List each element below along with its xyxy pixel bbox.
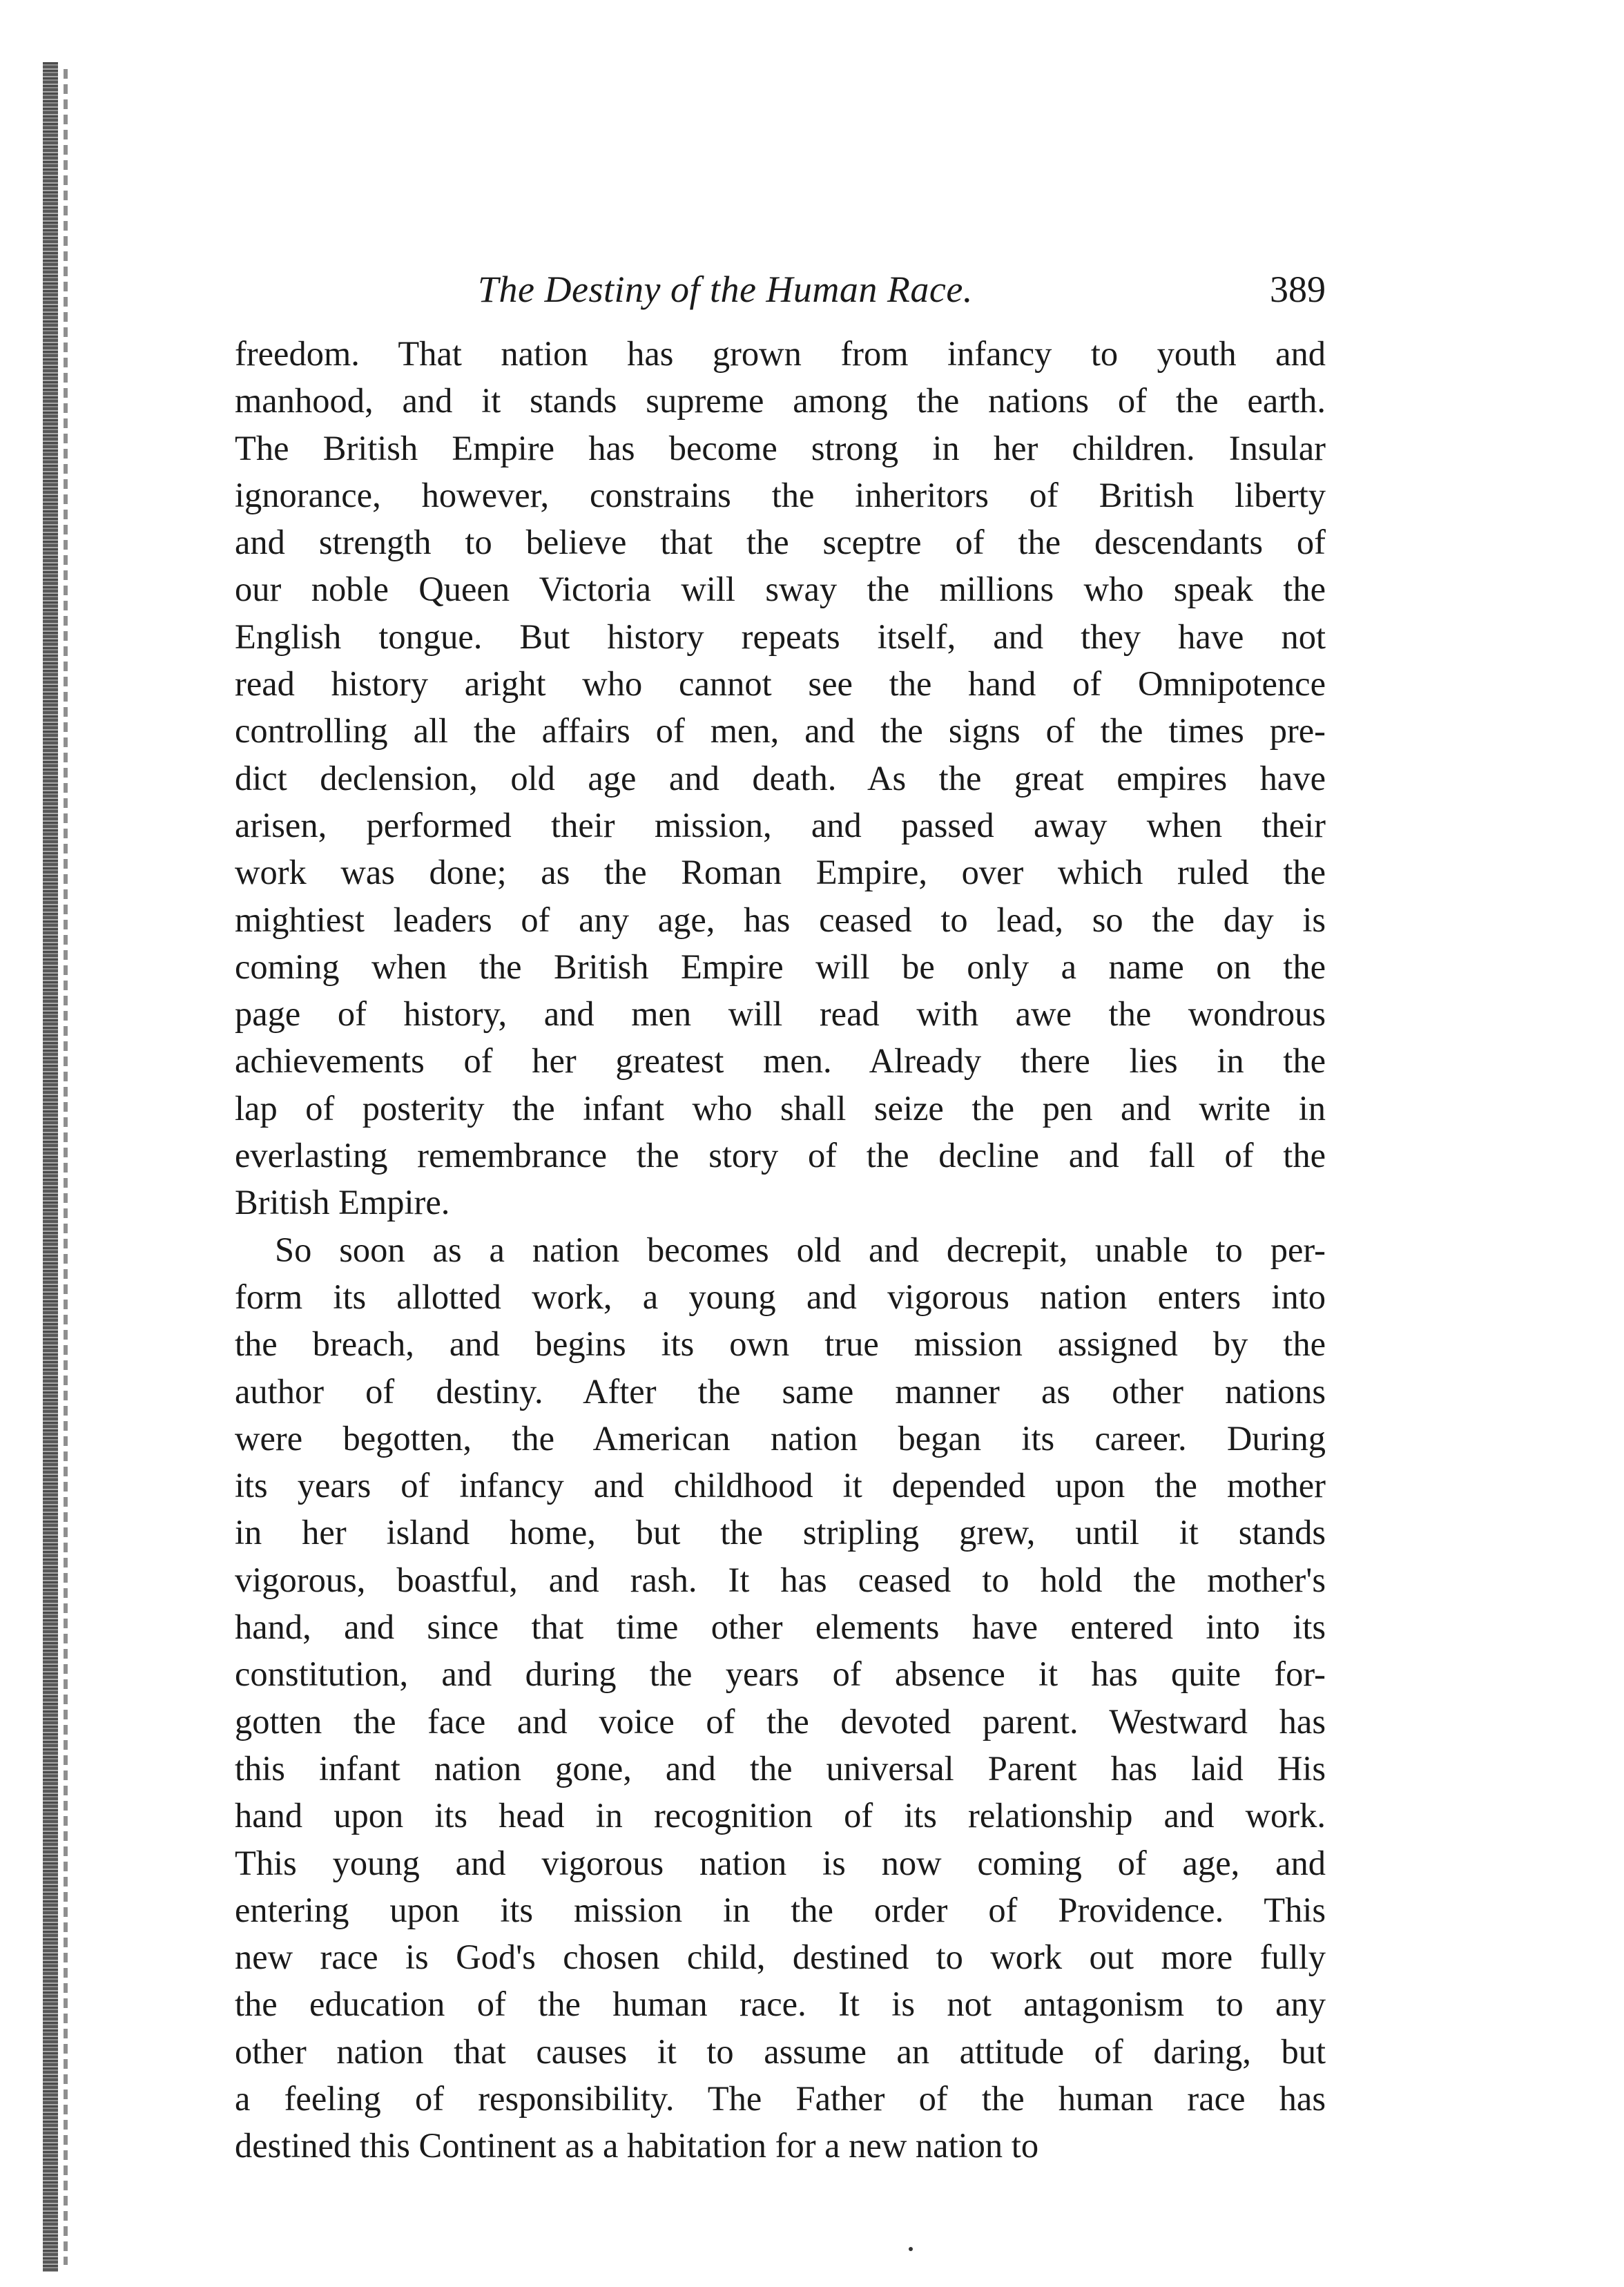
text-line: British Empire. [235,1183,450,1222]
ink-speck [909,2247,913,2251]
text-line: everlasting remembrance the story of the decline and fall of the [235,1136,1326,1175]
text-line: entering upon its mission in the order of Providence. This [235,1890,1326,1929]
body-text [235,330,1326,2170]
text-line: author of destiny. After the same manner as other nations [235,1371,1326,1411]
text-line: our noble Queen Victoria will sway the millions who speak the [235,570,1326,609]
text-line: English tongue. But history repeats itself, and they have not [235,617,1326,656]
text-line: destined this Continent as a habitation for a new nation to [235,2126,1039,2165]
paragraph [235,1226,1326,2170]
text-line: other nation that causes it to assume an attitude of daring, but [235,2032,1326,2071]
text-line: So soon as a nation becomes old and decrepit, unable to per- [275,1230,1326,1269]
text-line: controlling all the affairs of men, and the signs of the times pre- [235,711,1326,751]
text-line: constitution, and during the years of absence it has quite for- [235,1654,1326,1694]
text-line: gotten the face and voice of the devoted parent. Westward has [235,1701,1326,1741]
text-line: freedom. That nation has grown from infancy to youth and [235,334,1326,373]
text-line: hand, and since that time other elements have entered into its [235,1608,1326,1647]
text-line: lap of posterity the infant who shall seize the pen and write in [235,1088,1326,1128]
text-line: coming when the British Empire will be only a name on the [235,947,1326,986]
text-line: hand upon its head in recognition of its relationship and work. [235,1796,1326,1835]
text-line: in her island home, but the stripling grew, until it stands [235,1513,1326,1552]
text-line: arisen, performed their mission, and passed away when their [235,805,1326,845]
text-line: its years of infancy and childhood it depended upon the mother [235,1466,1326,1505]
text-line: new race is God's chosen child, destined to work out more fully [235,1938,1326,1977]
text-line: form its allotted work, a young and vigorous nation enters into [235,1277,1326,1316]
text-line: page of history, and men will read with awe the wondrous [235,994,1326,1034]
text-line: This young and vigorous nation is now coming of age, and [235,1843,1326,1882]
page-header [235,268,1326,316]
text-line: the education of the human race. It is not antagonism to any [235,1985,1326,2024]
running-title: The Destiny of the Human Race. [478,269,973,310]
text-line: were begotten, the American nation began its career. During [235,1418,1326,1458]
text-line: ignorance, however, constrains the inheritors of British liberty [235,475,1326,514]
paragraph [235,330,1326,1226]
text-line: and strength to believe that the sceptre of the descendants of [235,523,1326,562]
binding-shadow [64,69,68,2265]
text-line: a feeling of responsibility. The Father of the human race has [235,2078,1326,2118]
text-line: mightiest leaders of any age, has ceased to lead, so the day is [235,900,1326,939]
text-line: achievements of her greatest men. Already there lies in the [235,1041,1326,1081]
text-line: this infant nation gone, and the universal Parent has laid His [235,1748,1326,1788]
text-line: vigorous, boastful, and rash. It has ceased to hold the mother's [235,1560,1326,1599]
binding-edge [43,62,58,2272]
text-line: the breach, and begins its own true mission assigned by the [235,1324,1326,1364]
text-line: work was done; as the Roman Empire, over which ruled the [235,853,1326,892]
text-line: The British Empire has become strong in her children. Insular [235,428,1326,467]
text-line: read history aright who cannot see the hand of Omnipotence [235,664,1326,704]
page-number: 389 [1270,269,1326,310]
text-line: dict declension, old age and death. As the great empires have [235,758,1326,798]
text-line: manhood, and it stands supreme among the nations of the earth. [235,381,1326,421]
